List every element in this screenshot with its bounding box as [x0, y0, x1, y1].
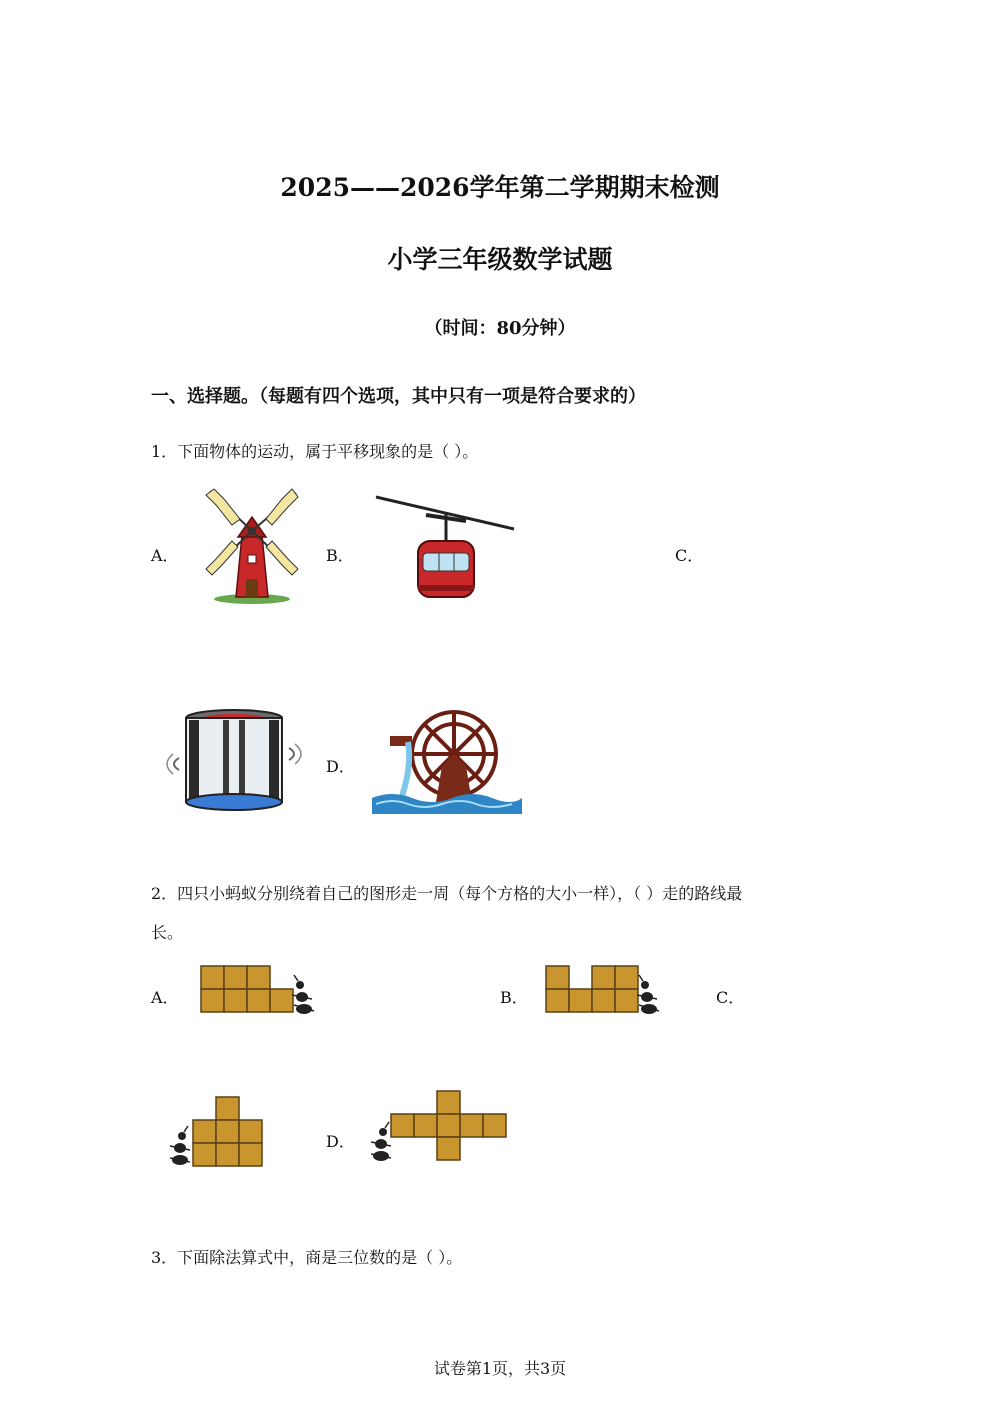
q2-option-d-label: D．	[326, 1132, 355, 1151]
q2-option-c-label: C．	[716, 988, 745, 1007]
q1-option-c-label: C．	[675, 546, 704, 565]
q2-shape-a	[200, 965, 318, 1017]
ant-icon	[170, 1126, 190, 1165]
q1-option-a-label: A．	[151, 546, 179, 565]
ant-icon	[292, 975, 314, 1014]
question-2-text-cont: 长。	[151, 923, 184, 942]
ant-icon	[637, 975, 659, 1014]
section-heading: 一、选择题。（每题有四个选项，其中只有一项是符合要求的）	[151, 386, 646, 407]
q2-option-a-label: A．	[151, 988, 179, 1007]
ant-icon	[371, 1122, 391, 1161]
q1-option-b-label: B．	[326, 546, 354, 565]
q1-option-d-label: D．	[326, 757, 355, 776]
exam-subtitle: 小学三年级数学试题	[387, 245, 613, 274]
exam-title: 2025——2026学年第二学期期末检测	[280, 173, 720, 202]
question-2-text: 2．四只小蚂蚁分别绕着自己的图形走一周（每个方格的大小一样），（ ）走的路线最	[151, 884, 743, 903]
q2-option-b-label: B．	[500, 988, 528, 1007]
question-3-text: 3．下面除法算式中，商是三位数的是（ ）。	[151, 1248, 463, 1267]
windmill-icon	[200, 485, 305, 605]
exam-time: （时间：80分钟）	[424, 318, 576, 339]
water-wheel-icon	[372, 706, 522, 818]
q2-shape-d	[369, 1090, 511, 1162]
cable-car-icon	[374, 493, 516, 605]
page-footer: 试卷第1页，共3页	[433, 1359, 567, 1378]
q2-shape-b	[545, 965, 663, 1017]
q2-shape-c	[168, 1096, 264, 1168]
revolving-door-icon	[165, 708, 303, 814]
question-1-text: 1．下面物体的运动，属于平移现象的是（ ）。	[151, 442, 479, 461]
